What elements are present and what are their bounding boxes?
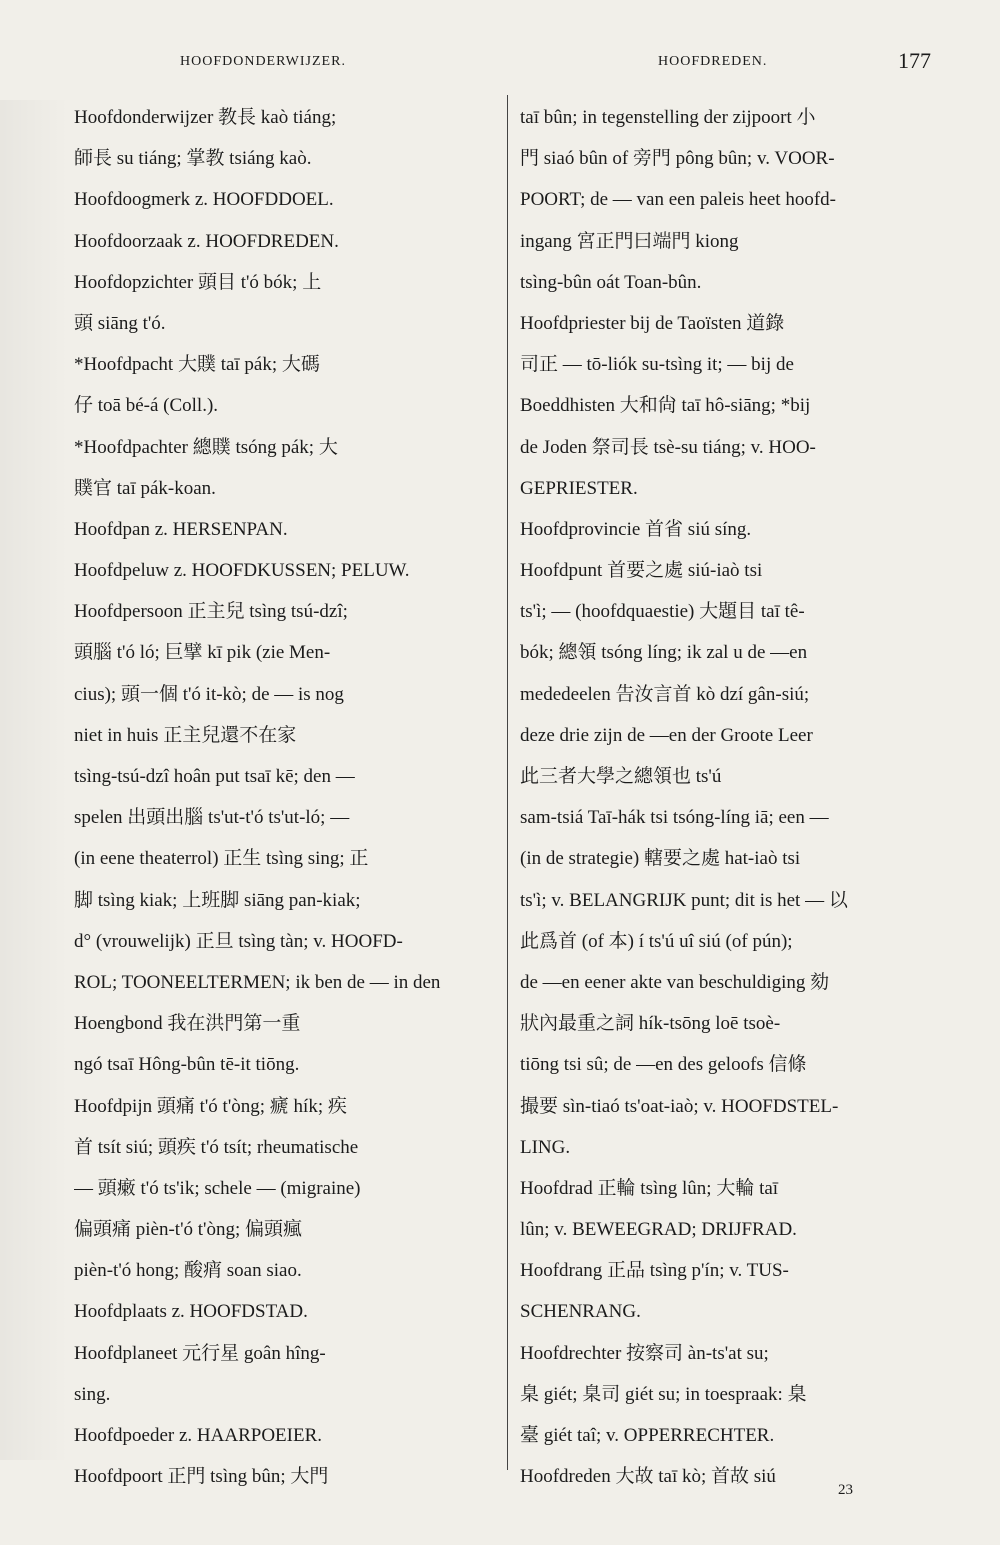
text-line: Hoofdplaneet 元行星 goân hîng- [74, 1342, 326, 1364]
text-line: 贌官 taī pák-koan. [74, 477, 216, 499]
column-divider [507, 95, 508, 1470]
page-number: 177 [898, 48, 931, 73]
text-line: 撮要 sìn-tiaó ts'oat-iaò; v. HOOFDSTEL- [520, 1095, 839, 1117]
text-line: ingang 宮正門曰端門 kiong [520, 230, 739, 252]
text-line: ROL; TOONEELTERMEN; ik ben de — in den [74, 971, 441, 993]
text-line: Hoofdonderwijzer 教長 kaò tiáng; [74, 107, 337, 128]
text-line: Hoofdprovincie 首省 siú síng. [520, 518, 752, 540]
text-line: d° (vrouwelijk) 正旦 tsìng tàn; v. HOOFD- [74, 930, 403, 952]
text-line: Hoofdrechter 按察司 àn-ts'at su; [520, 1342, 769, 1364]
text-line: Hoofdpeluw z. HOOFDKUSSEN; PELUW. [74, 560, 410, 582]
text-line: Hoofdpan z. HERSENPAN. [74, 518, 288, 540]
text-line: Hoofdpijn 頭痛 t'ó t'òng; 㾷 hík; 疾 [74, 1095, 347, 1117]
text-line: Hoofdoogmerk z. HOOFDDOEL. [74, 189, 334, 211]
text-line: niet in huis 正主兒還不在家 [74, 724, 297, 746]
text-line: *Hoofdpacht 大贌 taī pák; 大碼 [74, 354, 320, 376]
text-line: deze drie zijn de —en der Groote Leer [520, 724, 813, 746]
text-line: mededeelen 告汝言首 kò dzí gân-siú; [520, 683, 810, 705]
page-edge-shadow [0, 100, 68, 1460]
text-line: Hoofdpunt 首要之處 siú-iaò tsi [520, 560, 763, 582]
text-line: de —en eener akte van beschuldiging 劾 [520, 971, 830, 993]
text-line: ngó tsaī Hông-bûn tē-it tiōng. [74, 1054, 300, 1076]
text-line: 仔 toā bé-á (Coll.). [74, 395, 219, 417]
text-line: Hoofdreden 大故 taī kò; 首故 siú [520, 1466, 776, 1488]
text-line: 此爲首 (of 本) í ts'ú uî siú (of pún); [520, 930, 793, 952]
text-line: 此三者大學之總領也 ts'ú [520, 766, 722, 787]
text-line: Hoofdoorzaak z. HOOFDREDEN. [74, 230, 339, 252]
text-line: Hoofdpriester bij de Taoïsten 道錄 [520, 312, 785, 334]
left-column [74, 97, 496, 1497]
text-line: taī bûn; in tegenstelling der zijpoort 小 [520, 107, 816, 128]
text-line: ts'ì; v. BELANGRIJK punt; dit is het — 以 [520, 889, 848, 911]
text-line: 門 siaó bûn of 旁門 pông bûn; v. VOOR- [520, 148, 835, 170]
text-line: LING. [520, 1136, 571, 1158]
text-line: Hoofdopzichter 頭目 t'ó bók; 上 [74, 271, 322, 293]
text-line: de Joden 祭司長 tsè-su tiáng; v. HOO- [520, 436, 816, 458]
text-line: GEPRIESTER. [520, 477, 638, 499]
text-line: sam-tsiá Taī-hák tsi tsóng-líng iā; een — [520, 807, 829, 829]
text-line: (in de strategie) 轄要之處 hat-iaò tsi [520, 848, 801, 870]
text-line: Hoofdpoort 正門 tsìng bûn; 大門 [74, 1466, 329, 1488]
text-line: sing. [74, 1383, 111, 1405]
text-line: lûn; v. BEWEEGRAD; DRIJFRAD. [520, 1219, 797, 1241]
text-line: pièn-t'ó hong; 酸痟 soan siao. [74, 1260, 302, 1282]
text-line: 臬 giét; 臬司 giét su; in toespraak: 臬 [520, 1383, 807, 1405]
right-column [520, 97, 942, 1497]
header-right-title: HOOFDREDEN. [658, 54, 768, 69]
text-line: tsìng-tsú-dzî hoân put tsaī kē; den — [74, 766, 355, 787]
text-line: 頭腦 t'ó ló; 巨擘 kī pik (zie Men- [74, 642, 331, 664]
text-line: Hoofdrad 正輪 tsìng lûn; 大輪 taī [520, 1177, 779, 1199]
text-line: 狀內最重之詞 hík-tsōng loē tsoè- [520, 1013, 781, 1035]
text-line: SCHENRANG. [520, 1301, 641, 1323]
text-line: POORT; de — van een paleis heet hoofd- [520, 189, 836, 211]
text-line: Hoengbond 我在洪門第一重 [74, 1013, 301, 1035]
text-line: spelen 出頭出腦 ts'ut-t'ó ts'ut-ló; — [74, 807, 350, 829]
text-line: (in eene theaterrol) 正生 tsìng sing; 正 [74, 848, 369, 870]
text-line: 臺 giét taî; v. OPPERRECHTER. [520, 1425, 775, 1446]
text-line: 頭 siāng t'ó. [74, 312, 166, 334]
text-line: Hoofdplaats z. HOOFDSTAD. [74, 1301, 308, 1323]
text-line: *Hoofdpachter 總贌 tsóng pák; 大 [74, 436, 338, 458]
text-line: tsìng-bûn oát Toan-bûn. [520, 271, 702, 293]
text-line: 偏頭痛 pièn-t'ó t'òng; 偏頭瘋 [74, 1219, 302, 1241]
text-line: 首 tsít siú; 頭疾 t'ó tsít; rheumatische [74, 1136, 359, 1158]
text-line: Hoofdpersoon 正主兒 tsìng tsú-dzî; [74, 601, 348, 623]
text-line: — 頭瘷 t'ó ts'ik; schele — (migraine) [74, 1177, 361, 1199]
text-line: 師長 su tiáng; 掌教 tsiáng kaò. [74, 148, 312, 170]
text-line: Hoofdpoeder z. HAARPOEIER. [74, 1425, 323, 1446]
signature-mark: 23 [838, 1482, 853, 1498]
text-line: bók; 總領 tsóng líng; ik zal u de —en [520, 642, 808, 664]
text-line: tiōng tsi sû; de —en des geloofs 信條 [520, 1054, 807, 1076]
running-header [0, 44, 1000, 84]
header-left-title: HOOFDONDERWIJZER. [180, 54, 346, 69]
text-line: cius); 頭一個 t'ó it-kò; de — is nog [74, 683, 344, 705]
text-line: ts'ì; — (hoofdquaestie) 大題目 taī tê- [520, 601, 805, 623]
text-line: Boeddhisten 大和尙 taī hô-siāng; *bij [520, 395, 811, 417]
text-line: Hoofdrang 正品 tsìng p'ín; v. TUS- [520, 1260, 789, 1282]
text-line: 司正 — tō-liók su-tsìng it; — bij de [520, 354, 794, 376]
text-line: 脚 tsìng kiak; 上班脚 siāng pan-kiak; [74, 889, 361, 911]
